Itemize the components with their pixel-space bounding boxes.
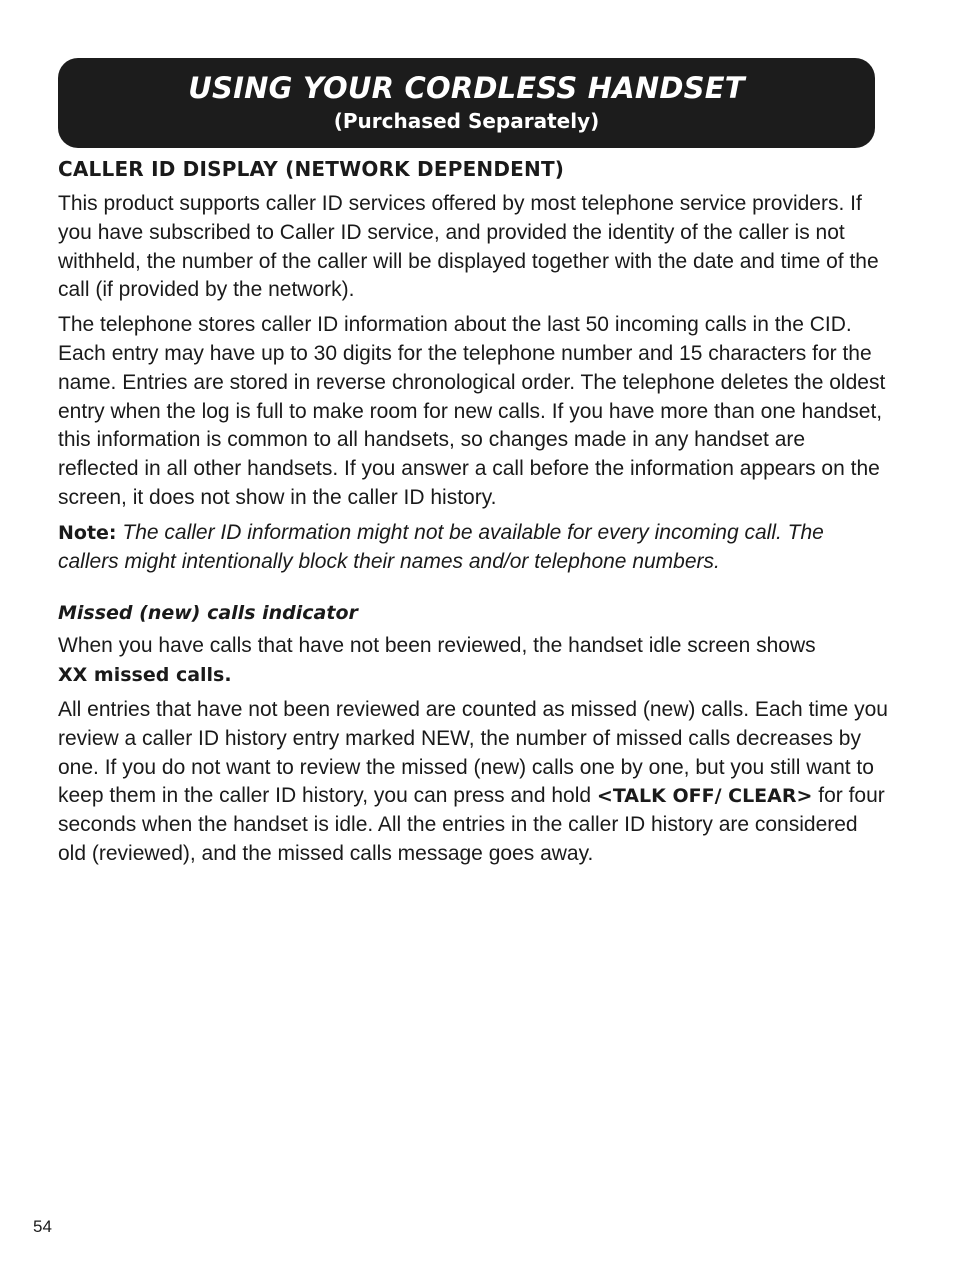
banner-title: USING YOUR CORDLESS HANDSET bbox=[188, 71, 745, 105]
caller-id-heading: CALLER ID DISPLAY (NETWORK DEPENDENT) bbox=[58, 157, 565, 181]
review-text-before: All entries that have not been reviewed are counted as missed (new) calls. Each time you review a caller ID history entry marked NEW, the number of missed calls decreases by one. If you do not want to review the missed (new) calls one by one, but you still want to keep them in the caller ID history, you can press and hold bbox=[58, 697, 888, 808]
missed-calls-paragraph bbox=[58, 632, 888, 690]
missed-calls-review-paragraph bbox=[58, 696, 888, 869]
caller-id-intro-paragraph: This product supports caller ID services offered by most telephone service providers. If you have subscribed to Caller ID service, and provided the identity of the caller is not withheld, the number of the caller will be displayed together with the date and time of the call (if provided by the network). bbox=[58, 192, 879, 302]
section-banner bbox=[58, 58, 875, 148]
page-content bbox=[58, 152, 888, 875]
missed-calls-message: XX missed calls. bbox=[58, 664, 232, 687]
note-label: Note: bbox=[58, 521, 117, 544]
banner-subtitle: (Purchased Separately) bbox=[333, 109, 600, 133]
review-text-after: for four seconds when the handset is idle. All the entries in the caller ID history are considered old (reviewed), and the missed calls message goes away. bbox=[58, 784, 885, 865]
page-number: 54 bbox=[33, 1217, 52, 1236]
caller-id-storage-paragraph: The telephone stores caller ID information about the last 50 incoming calls in the CID. Each entry may have up to 30 digits for the telephone number and 15 characters for the name. Entries are stored in reverse chronological order. The telephone deletes the oldest entry when the log is full to make room for new calls. If you have more than one handset, this information is common to all handsets, so changes made in any handset are reflected in all other handsets. If you answer a call before the information appears on the screen, it does not show in the caller ID history. bbox=[58, 313, 886, 509]
talk-off-clear-key: <TALK OFF/ CLEAR> bbox=[596, 785, 813, 808]
missed-calls-text: When you have calls that have not been reviewed, the handset idle screen shows bbox=[58, 634, 816, 658]
note-text: The caller ID information might not be available for every incoming call. The callers might intentionally block their names and/or telephone numbers. bbox=[58, 520, 824, 573]
note-paragraph bbox=[58, 519, 888, 577]
missed-calls-heading: Missed (new) calls indicator bbox=[58, 602, 358, 625]
